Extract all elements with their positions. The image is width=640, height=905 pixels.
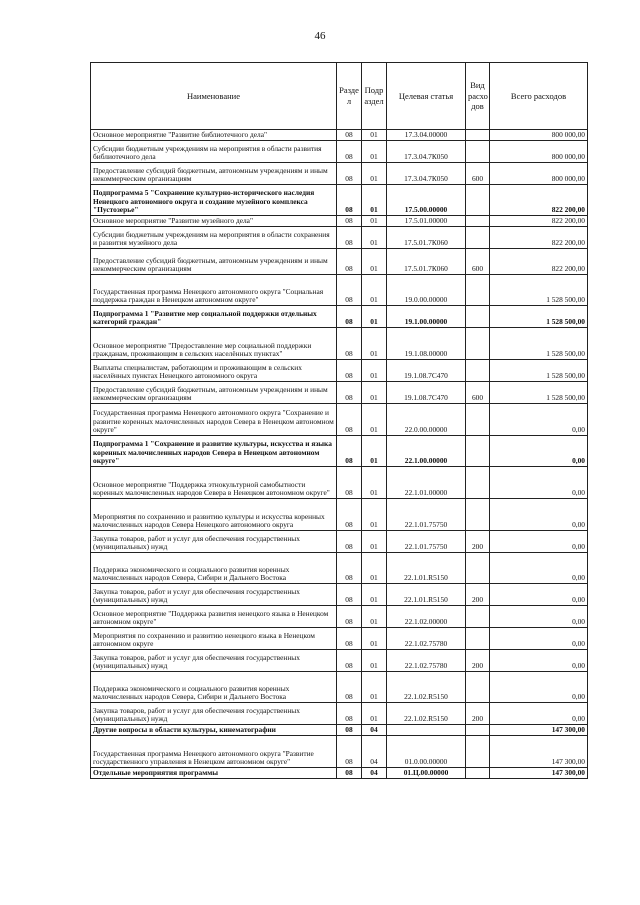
page-number: 46 [314, 30, 326, 42]
cell-name: Закупка товаров, работ и услуг для обеспечения государственных (муниципальных) нужд [91, 584, 337, 606]
cell-total: 822 200,00 [490, 249, 588, 275]
cell-total: 800 000,00 [490, 163, 588, 185]
table-row [91, 499, 588, 531]
table-body [91, 130, 588, 779]
cell-vid: 200 [466, 584, 490, 606]
cell-total: 1 528 500,00 [490, 360, 588, 382]
cell-name: Другие вопросы в области культуры, кинематографии [91, 725, 337, 736]
cell-razdel: 08 [337, 436, 362, 467]
cell-target: 22.1.02.R5150 [387, 703, 466, 725]
cell-podrazdel: 01 [362, 672, 387, 703]
cell-razdel: 08 [337, 650, 362, 672]
cell-razdel: 08 [337, 382, 362, 404]
cell-podrazdel: 01 [362, 404, 387, 436]
cell-vid [466, 672, 490, 703]
cell-vid: 200 [466, 650, 490, 672]
table-row [91, 650, 588, 672]
cell-total: 0,00 [490, 531, 588, 553]
budget-table [90, 62, 588, 779]
cell-total: 800 000,00 [490, 130, 588, 141]
cell-name: Предоставление субсидий бюджетным, автономным учреждениям и иным некоммерческим организациям [91, 249, 337, 275]
table-row [91, 141, 588, 163]
cell-name: Основное мероприятие "Развитие музейного дела" [91, 216, 337, 227]
cell-target: 22.1.01.75750 [387, 499, 466, 531]
cell-razdel: 08 [337, 768, 362, 779]
cell-vid [466, 606, 490, 628]
cell-name: Основное мероприятие "Развитие библиотечного дела" [91, 130, 337, 141]
cell-razdel: 08 [337, 531, 362, 553]
cell-razdel: 08 [337, 141, 362, 163]
cell-razdel: 08 [337, 185, 362, 216]
cell-target [387, 725, 466, 736]
cell-vid [466, 736, 490, 768]
cell-name: Государственная программа Ненецкого автономного округа "Сохранение и развитие коренных малочисленных народов Севера в Ненецком автономном округе" [91, 404, 337, 436]
cell-razdel: 08 [337, 216, 362, 227]
cell-total: 0,00 [490, 672, 588, 703]
table-row [91, 584, 588, 606]
cell-razdel: 08 [337, 628, 362, 650]
cell-vid [466, 306, 490, 328]
cell-podrazdel: 01 [362, 531, 387, 553]
header-total: Всего расходов [490, 63, 588, 130]
cell-name: Подпрограмма 1 "Развитие мер социальной поддержки отдельных категорий граждан" [91, 306, 337, 328]
cell-total: 0,00 [490, 703, 588, 725]
cell-name: Поддержка экономического и социального развития коренных малочисленных народов Севера, Сибири и Дальнего Востока [91, 672, 337, 703]
cell-target: 17.3.04.7К050 [387, 163, 466, 185]
cell-target: 17.5.00.00000 [387, 185, 466, 216]
cell-podrazdel: 04 [362, 768, 387, 779]
cell-razdel: 08 [337, 725, 362, 736]
cell-target: 17.3.04.7К050 [387, 141, 466, 163]
cell-razdel: 08 [337, 163, 362, 185]
cell-total: 147 300,00 [490, 736, 588, 768]
cell-vid [466, 360, 490, 382]
cell-name: Субсидии бюджетным учреждениям на мероприятия в области сохранения и развития музейного дела [91, 227, 337, 249]
cell-razdel: 08 [337, 275, 362, 306]
table-row [91, 163, 588, 185]
cell-name: Основное мероприятие "Поддержка этнокультурной самобытности коренных малочисленных народов Севера в Ненецком автономном округе" [91, 467, 337, 499]
cell-vid [466, 725, 490, 736]
cell-razdel: 08 [337, 672, 362, 703]
cell-podrazdel: 01 [362, 382, 387, 404]
cell-razdel: 08 [337, 584, 362, 606]
cell-vid [466, 467, 490, 499]
cell-podrazdel: 01 [362, 584, 387, 606]
header-vid: Вид расхо дов [466, 63, 490, 130]
cell-target: 22.1.01.00000 [387, 467, 466, 499]
table-header-row [91, 63, 588, 130]
cell-name: Основное мероприятие "Предоставление мер социальной поддержки гражданам, проживающим в сельских населённых пунктах" [91, 328, 337, 360]
cell-total: 0,00 [490, 628, 588, 650]
cell-total: 0,00 [490, 584, 588, 606]
cell-total: 0,00 [490, 650, 588, 672]
cell-razdel: 08 [337, 606, 362, 628]
cell-target: 19.1.08.7С470 [387, 360, 466, 382]
cell-target: 19.1.08.00000 [387, 328, 466, 360]
cell-vid [466, 328, 490, 360]
table-row [91, 306, 588, 328]
cell-razdel: 08 [337, 404, 362, 436]
cell-total: 1 528 500,00 [490, 328, 588, 360]
cell-target: 01.Ц.00.00000 [387, 768, 466, 779]
cell-name: Предоставление субсидий бюджетным, автономным учреждениям и иным некоммерческим организациям [91, 382, 337, 404]
cell-target: 17.5.01.7К060 [387, 249, 466, 275]
cell-podrazdel: 04 [362, 725, 387, 736]
cell-vid [466, 130, 490, 141]
table-row [91, 768, 588, 779]
cell-vid [466, 436, 490, 467]
table-row [91, 467, 588, 499]
cell-total: 822 200,00 [490, 227, 588, 249]
cell-vid: 600 [466, 382, 490, 404]
table-row [91, 360, 588, 382]
cell-total: 0,00 [490, 553, 588, 584]
table-row [91, 736, 588, 768]
cell-podrazdel: 01 [362, 306, 387, 328]
cell-podrazdel: 01 [362, 628, 387, 650]
cell-total: 147 300,00 [490, 725, 588, 736]
cell-target: 22.1.01.75750 [387, 531, 466, 553]
cell-podrazdel: 01 [362, 436, 387, 467]
table-row [91, 606, 588, 628]
cell-podrazdel: 01 [362, 606, 387, 628]
cell-target: 22.1.02.75780 [387, 628, 466, 650]
cell-total: 1 528 500,00 [490, 306, 588, 328]
table-row [91, 436, 588, 467]
cell-name: Выплаты специалистам, работающим и проживающим в сельских населённых пунктах Ненецкого автономного округа [91, 360, 337, 382]
cell-vid [466, 227, 490, 249]
cell-target: 22.1.00.00000 [387, 436, 466, 467]
cell-razdel: 08 [337, 553, 362, 584]
cell-podrazdel: 01 [362, 360, 387, 382]
cell-vid [466, 768, 490, 779]
cell-podrazdel: 01 [362, 163, 387, 185]
cell-razdel: 08 [337, 249, 362, 275]
cell-vid [466, 185, 490, 216]
cell-target: 19.1.00.00000 [387, 306, 466, 328]
cell-vid [466, 553, 490, 584]
cell-target: 22.1.02.R5150 [387, 672, 466, 703]
table-row [91, 628, 588, 650]
cell-razdel: 08 [337, 306, 362, 328]
cell-name: Мероприятия по сохранению и развитию ненецкого языка в Ненецком автономном округе [91, 628, 337, 650]
cell-name: Мероприятия по сохранению и развитию культуры и искусства коренных малочисленных народов Севера Ненецкого автономного округа [91, 499, 337, 531]
cell-razdel: 08 [337, 736, 362, 768]
cell-razdel: 08 [337, 130, 362, 141]
cell-name: Государственная программа Ненецкого автономного округа "Социальная поддержка граждан в Ненецком автономном округе" [91, 275, 337, 306]
table-row [91, 531, 588, 553]
cell-total: 0,00 [490, 404, 588, 436]
cell-name: Закупка товаров, работ и услуг для обеспечения государственных (муниципальных) нужд [91, 650, 337, 672]
cell-target: 22.0.00.00000 [387, 404, 466, 436]
cell-name: Подпрограмма 1 "Сохранение и развитие культуры, искусства и языка коренных малочисленных народов Севера в Ненецком автономном округе" [91, 436, 337, 467]
cell-target: 22.1.02.75780 [387, 650, 466, 672]
cell-name: Основное мероприятие "Поддержка развития ненецкого языка в Ненецком автономном округе" [91, 606, 337, 628]
cell-podrazdel: 01 [362, 130, 387, 141]
header-name: Наименование [91, 63, 337, 130]
cell-total: 0,00 [490, 467, 588, 499]
cell-podrazdel: 04 [362, 736, 387, 768]
cell-target: 17.3.04.00000 [387, 130, 466, 141]
cell-vid [466, 628, 490, 650]
table-row [91, 553, 588, 584]
cell-razdel: 08 [337, 467, 362, 499]
cell-podrazdel: 01 [362, 703, 387, 725]
table-row [91, 249, 588, 275]
cell-vid [466, 141, 490, 163]
cell-podrazdel: 01 [362, 141, 387, 163]
table-row [91, 328, 588, 360]
table-row [91, 404, 588, 436]
cell-target: 01.0.00.00000 [387, 736, 466, 768]
cell-total: 822 200,00 [490, 216, 588, 227]
cell-podrazdel: 01 [362, 467, 387, 499]
cell-target: 17.5.01.7К060 [387, 227, 466, 249]
cell-podrazdel: 01 [362, 275, 387, 306]
table-row [91, 275, 588, 306]
cell-podrazdel: 01 [362, 553, 387, 584]
cell-name: Подпрограмма 5 "Сохранение культурно-исторического наследия Ненецкого автономного округа и создание музейного комплекса "Пустозерье" [91, 185, 337, 216]
cell-razdel: 08 [337, 328, 362, 360]
table-row [91, 672, 588, 703]
table-row [91, 703, 588, 725]
cell-podrazdel: 01 [362, 227, 387, 249]
header-target: Целевая статья [387, 63, 466, 130]
cell-vid [466, 275, 490, 306]
cell-name: Субсидии бюджетным учреждениям на мероприятия в области развития библиотечного дела [91, 141, 337, 163]
cell-target: 22.1.02.00000 [387, 606, 466, 628]
cell-razdel: 08 [337, 360, 362, 382]
cell-vid: 600 [466, 163, 490, 185]
cell-razdel: 08 [337, 499, 362, 531]
cell-vid: 600 [466, 249, 490, 275]
cell-podrazdel: 01 [362, 650, 387, 672]
cell-name: Закупка товаров, работ и услуг для обеспечения государственных (муниципальных) нужд [91, 531, 337, 553]
cell-total: 0,00 [490, 436, 588, 467]
cell-podrazdel: 01 [362, 499, 387, 531]
cell-target: 22.1.01.R5150 [387, 553, 466, 584]
cell-total: 1 528 500,00 [490, 382, 588, 404]
header-podrazdel: Подр аздел [362, 63, 387, 130]
cell-target: 19.1.08.7С470 [387, 382, 466, 404]
cell-name: Государственная программа Ненецкого автономного округа "Развитие государственного управления в Ненецком автономном округе" [91, 736, 337, 768]
table-row [91, 227, 588, 249]
table-row [91, 185, 588, 216]
cell-name: Отдельные мероприятия программы [91, 768, 337, 779]
cell-podrazdel: 01 [362, 249, 387, 275]
table-row [91, 725, 588, 736]
cell-total: 1 528 500,00 [490, 275, 588, 306]
cell-target: 22.1.01.R5150 [387, 584, 466, 606]
cell-total: 0,00 [490, 499, 588, 531]
cell-vid [466, 216, 490, 227]
cell-total: 147 300,00 [490, 768, 588, 779]
table-row [91, 130, 588, 141]
cell-total: 822 200,00 [490, 185, 588, 216]
header-razdel: Разде л [337, 63, 362, 130]
cell-name: Предоставление субсидий бюджетным, автономным учреждениям и иным некоммерческим организациям [91, 163, 337, 185]
cell-podrazdel: 01 [362, 216, 387, 227]
cell-name: Поддержка экономического и социального развития коренных малочисленных народов Севера, Сибири и Дальнего Востока [91, 553, 337, 584]
cell-total: 0,00 [490, 606, 588, 628]
cell-total: 800 000,00 [490, 141, 588, 163]
cell-podrazdel: 01 [362, 185, 387, 216]
cell-target: 19.0.00.00000 [387, 275, 466, 306]
cell-vid [466, 404, 490, 436]
cell-podrazdel: 01 [362, 328, 387, 360]
table-row [91, 216, 588, 227]
cell-vid: 200 [466, 703, 490, 725]
cell-name: Закупка товаров, работ и услуг для обеспечения государственных (муниципальных) нужд [91, 703, 337, 725]
cell-vid [466, 499, 490, 531]
cell-razdel: 08 [337, 703, 362, 725]
cell-vid: 200 [466, 531, 490, 553]
table-row [91, 382, 588, 404]
cell-target: 17.5.01.00000 [387, 216, 466, 227]
cell-razdel: 08 [337, 227, 362, 249]
